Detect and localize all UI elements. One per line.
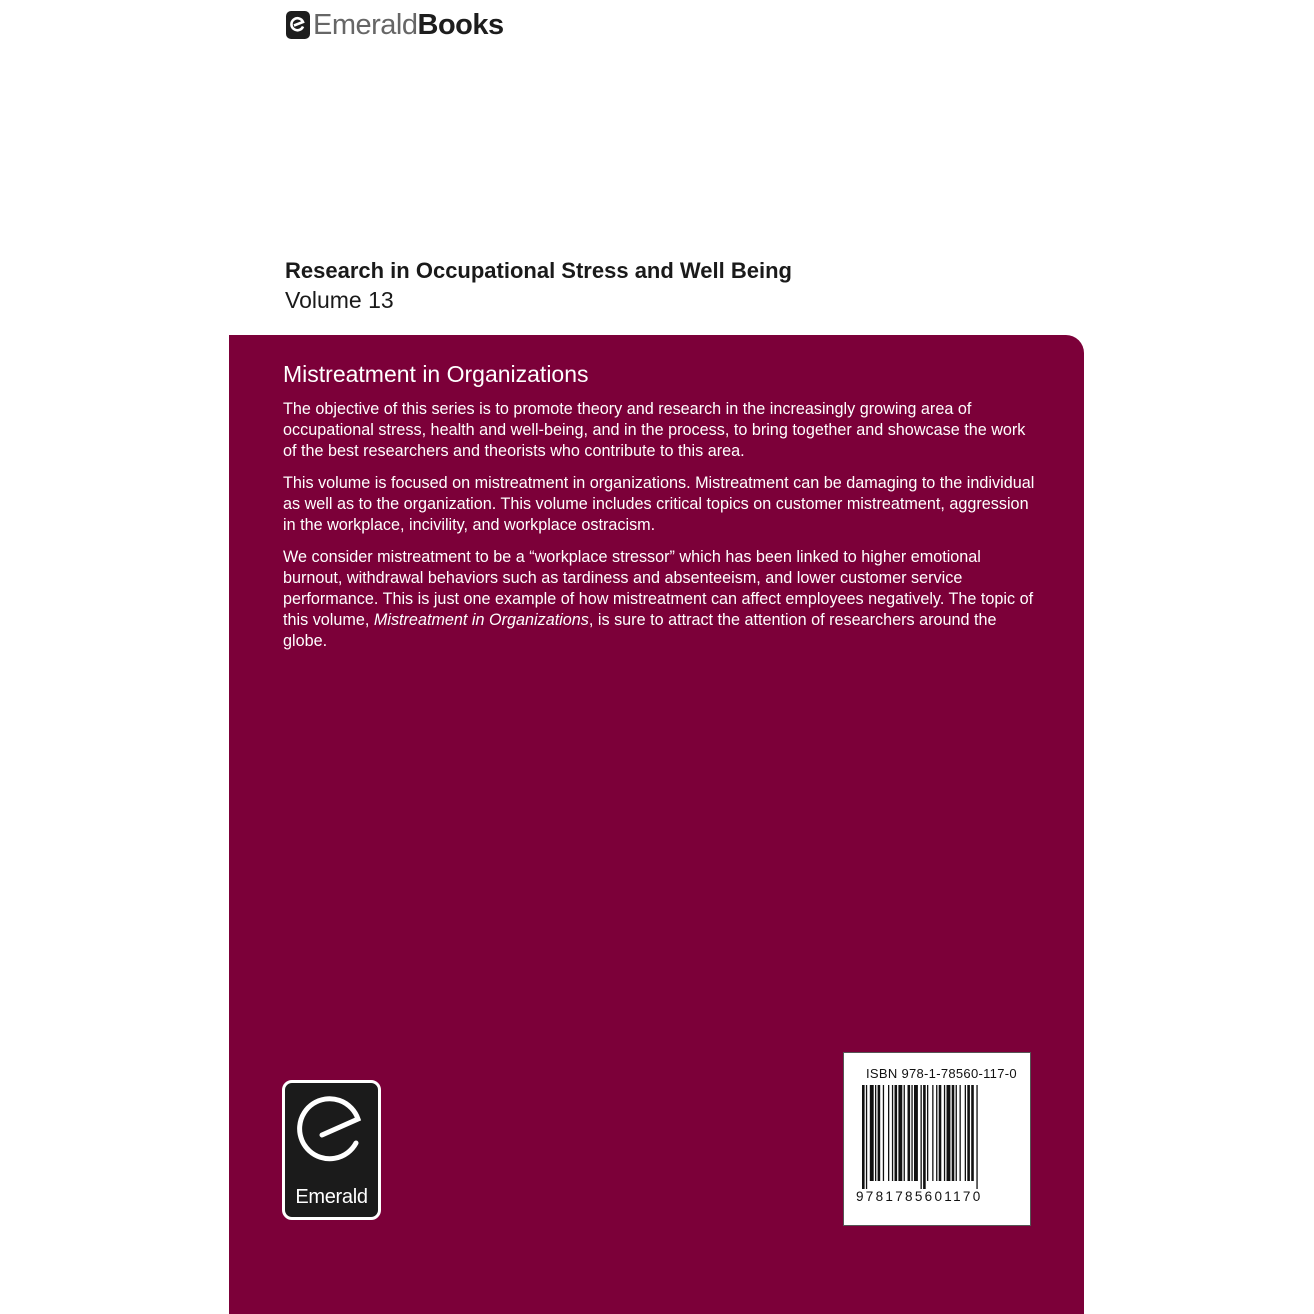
- barcode-bars: [862, 1085, 1014, 1189]
- barcode-bar: [923, 1085, 926, 1189]
- barcode-bar: [883, 1085, 884, 1181]
- barcode-bar: [932, 1085, 933, 1181]
- barcode-bar: [944, 1085, 945, 1181]
- barcode-bar: [878, 1085, 881, 1181]
- barcode-bar: [939, 1085, 942, 1181]
- barcode-bar: [892, 1085, 893, 1181]
- paragraph-3-italic-title: Mistreatment in Organizations: [373, 611, 589, 629]
- isbn-barcode: [843, 1052, 1031, 1226]
- book-description: [283, 399, 1043, 663]
- emerald-swirl-icon: [294, 1091, 369, 1171]
- barcode-bar: [908, 1085, 911, 1181]
- barcode-bar: [904, 1085, 905, 1181]
- description-paragraph-1: The objective of this series is to promote theory and research in the increasingly growing area of occupational stress, health and well-being, and in the process, to bring together and showcase the work of the best researchers and theorists who contribute to this area.: [283, 400, 1026, 460]
- paragraph-3-text-start: We consider mistreatment to be a “workplace stressor” which has been linked to higher emotional burnout, withdrawal behaviors such as tardiness and absenteeism, and lower customer service performance. This is just one example of how mistreatment can affect employees negatively. The topic of this volume,: [283, 548, 1034, 629]
- barcode-bar: [898, 1085, 902, 1181]
- barcode-bar: [866, 1085, 867, 1189]
- badge-label: Emerald: [295, 1186, 368, 1208]
- barcode-bar: [967, 1085, 970, 1181]
- barcode-bar: [870, 1085, 874, 1181]
- barcode-bar: [862, 1085, 865, 1189]
- barcode-bar: [947, 1085, 951, 1181]
- barcode-bar: [956, 1085, 957, 1181]
- barcode-bar: [927, 1085, 928, 1181]
- description-paragraph-2: This volume is focused on mistreatment in organizations. Mistreatment can be damaging to the individual as well as to the organization. This volume includes critical topics on customer mistreatment, aggression in the workplace, incivility, and workplace ostracism.: [283, 474, 1035, 534]
- description-paragraph-3: [283, 547, 1043, 652]
- paragraph-3-text-end: , is sure to attract the attention of researchers around the globe.: [283, 611, 997, 650]
- barcode-bar: [976, 1085, 977, 1189]
- barcode-bar: [971, 1085, 974, 1181]
- series-title: Research in Occupational Stress and Well Being: [285, 258, 792, 283]
- ean-digits: 9781785601170: [856, 1189, 983, 1204]
- barcode-bar: [911, 1085, 912, 1181]
- barcode-bar: [960, 1085, 961, 1181]
- barcode-bar: [875, 1085, 876, 1181]
- volume-number: Volume 13: [285, 287, 394, 313]
- isbn-number: ISBN 978-1-78560-117-0: [866, 1066, 1017, 1081]
- brand-word-emerald: Emerald: [313, 9, 418, 41]
- book-title: Mistreatment in Organizations: [283, 361, 589, 387]
- barcode-bar: [965, 1085, 966, 1181]
- barcode-bar: [888, 1085, 889, 1181]
- brand-word-books: Books: [417, 9, 504, 41]
- back-cover-panel: [229, 335, 1084, 1314]
- barcode-bar: [914, 1085, 918, 1181]
- emerald-publisher-badge: [282, 1080, 381, 1220]
- barcode-bar: [936, 1085, 937, 1181]
- barcode-bar: [895, 1085, 898, 1181]
- barcode-bar: [921, 1085, 922, 1189]
- emerald-books-logo: [286, 8, 504, 42]
- emerald-e-icon: [286, 11, 310, 39]
- barcode-bar: [952, 1085, 955, 1181]
